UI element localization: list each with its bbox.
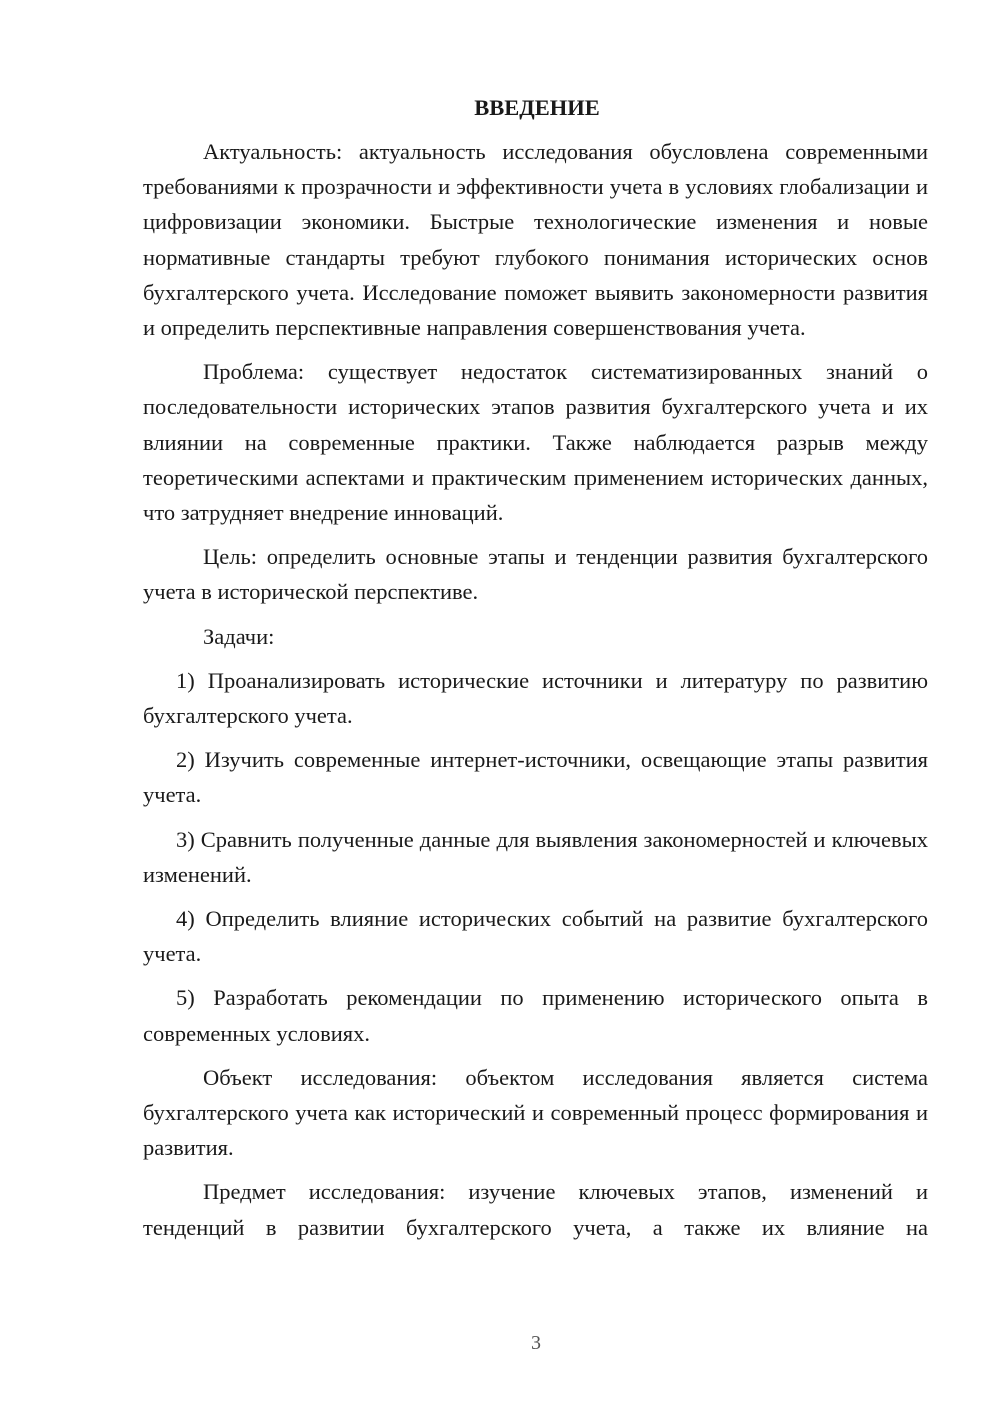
- task-item-4: 4) Определить влияние исторических событий на развитие бухгалтерского учета.: [143, 906, 928, 967]
- section-title: ВВЕДЕНИЕ: [474, 95, 600, 120]
- paragraph-subject: Предмет исследования: изучение ключевых этапов, изменений и тенденций в развитии бухгалтерского учета, а также их влияние на: [143, 1179, 928, 1240]
- paragraph-goal: Цель: определить основные этапы и тенденции развития бухгалтерского учета в исторической перспективе.: [143, 544, 928, 605]
- paragraph-object: Объект исследования: объектом исследования является система бухгалтерского учета как исторический и современный процесс формирования и развития.: [143, 1064, 928, 1161]
- tasks-heading: Задачи:: [203, 623, 275, 649]
- page-content: [143, 90, 928, 1254]
- task-item-3: 3) Сравнить полученные данные для выявления закономерностей и ключевых изменений.: [143, 826, 928, 887]
- task-item-2: 2) Изучить современные интернет-источники, освещающие этапы развития учета.: [143, 747, 928, 808]
- page-number: 3: [531, 1332, 541, 1354]
- task-item-1: 1) Проанализировать исторические источники и литературу по развитию бухгалтерского учета.: [143, 667, 928, 729]
- paragraph-problem: Проблема: существует недостаток систематизированных знаний о последовательности исторических этапов развития бухгалтерского учета и их влиянии на современные практики. Также наблюдается разрыв между теоретическими аспектами и практическим применением исторических данных, что затрудняет внедрение инноваций.: [143, 359, 928, 526]
- task-item-5: 5) Разработать рекомендации по применению исторического опыта в современных условиях.: [143, 985, 928, 1046]
- paragraph-relevance: Актуальность: актуальность исследования обусловлена современными требованиями к прозрачности и эффективности учета в условиях глобализации и цифровизации экономики. Быстрые технологические изменения и новые нормативные стандарты требуют глубокого понимания исторических основ бухгалтерского учета. Исследование поможет выявить закономерности развития и определить перспективные направления совершенствования учета.: [143, 139, 928, 341]
